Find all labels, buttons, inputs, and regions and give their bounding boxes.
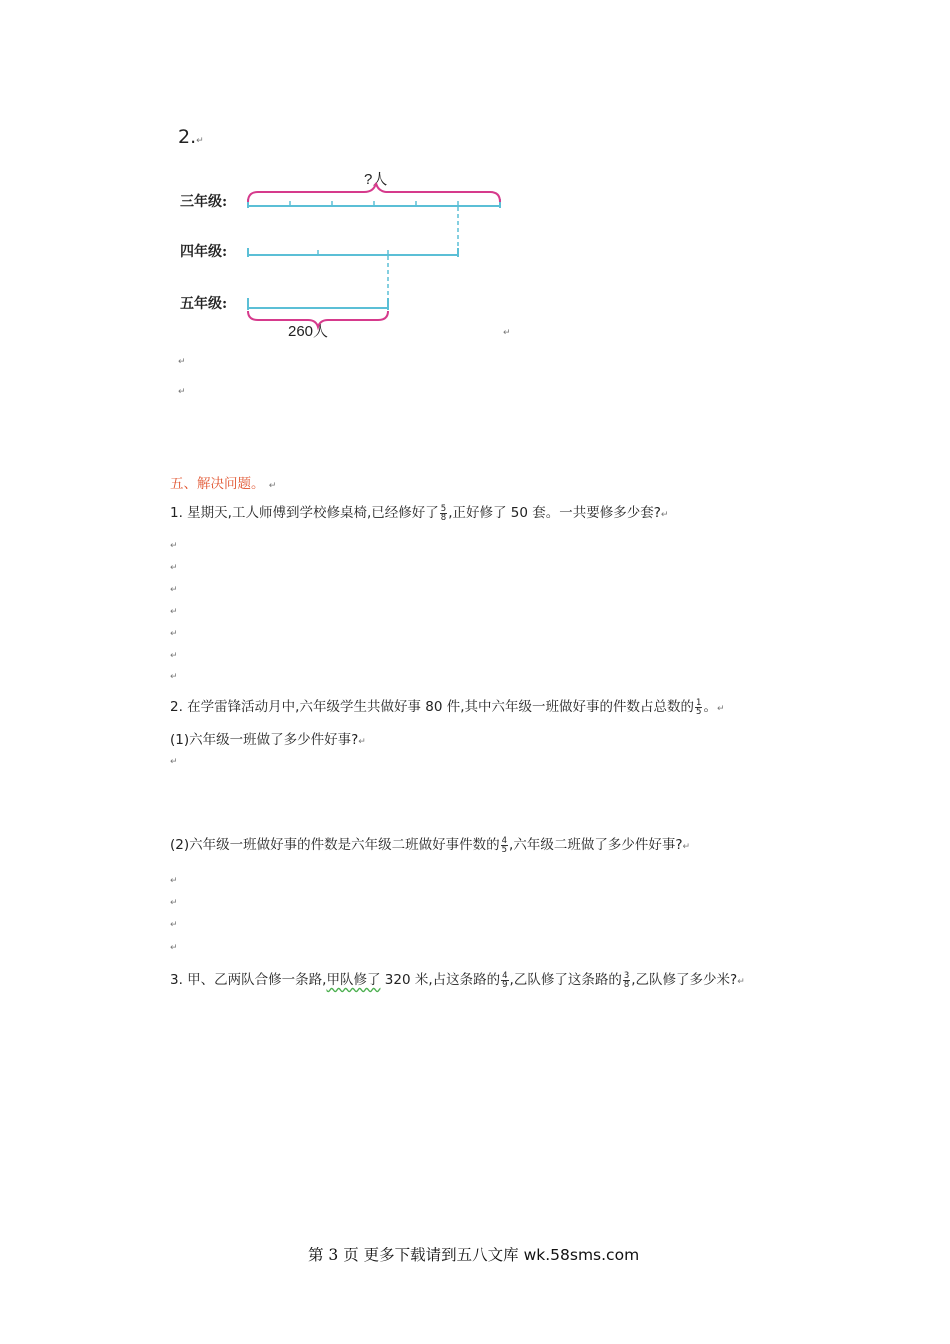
para-mark: ↵ (196, 136, 204, 146)
fraction: $\frac{4}{9}$ (502, 970, 508, 990)
para-mark: ↵ (170, 757, 178, 767)
para-mark: ↵ (170, 898, 178, 908)
footer-url[interactable]: wk.58sms.com (523, 1246, 640, 1264)
diagram-lines (240, 180, 540, 340)
para-mark: ↵ (178, 387, 186, 397)
fraction: $\frac{5}{8}$ (440, 503, 447, 523)
bottom-brace (248, 311, 388, 327)
para-mark: ↵ (170, 607, 178, 617)
para-mark: ↵ (170, 920, 178, 930)
top-brace (248, 183, 500, 202)
para-mark: ↵ (178, 357, 186, 367)
para-mark: ↵ (170, 563, 178, 573)
para-mark: ↵ (170, 672, 178, 682)
fraction: $\frac{4}{5}$ (501, 835, 508, 855)
count-label: 260人 (288, 323, 329, 340)
para-mark: ↵ (170, 541, 178, 551)
page-footer: 第 3 页 更多下载请到五八文库 wk.58sms.com (308, 1246, 640, 1264)
fraction: $\frac{1}{5}$ (696, 697, 702, 717)
para-mark: ↵ (170, 943, 178, 953)
grade3-label: 三年级: (180, 194, 228, 210)
question-2: 2. 在学雷锋活动月中,六年级学生共做好事 80 件,其中六年级一班做好事的件数占总数的 $\frac{1}{5}$ 。↵ (170, 697, 725, 717)
para-mark: ↵ (170, 876, 178, 886)
para-mark: ↵ (170, 651, 178, 661)
fraction: $\frac{3}{8}$ (623, 970, 630, 990)
question-1: 1. 星期天,工人师傅到学校修桌椅,已经修好了 $\frac{5}{8}$ ,正好修了 50 套。一共要修多少套?↵ (170, 503, 669, 523)
grade4-label: 四年级: (180, 244, 228, 260)
para-mark: ↵ (503, 328, 511, 338)
question-2-part-2: (2)六年级一班做好事的件数是六年级二班做好事件数的 $\frac{4}{5}$ ,六年级二班做了多少件好事?↵ (170, 835, 691, 855)
section5-heading: 五、解决问题。 ↵ (170, 476, 277, 492)
section-number: 2.↵ (178, 126, 204, 148)
question-2-part-1: (1)六年级一班做了多少件好事?↵ (170, 732, 366, 748)
para-mark: ↵ (170, 585, 178, 595)
grade5-label: 五年级: (180, 296, 228, 312)
question-label: ?人 (364, 171, 388, 188)
question-3: 3. 甲、乙两队合修一条路,甲队修了 320 米,占这条路的 $\frac{4}{9}$ ,乙队修了这条路的 $\frac{3}{8}$ ,乙队修了多少米?↵ (170, 970, 745, 990)
para-mark: ↵ (170, 629, 178, 639)
